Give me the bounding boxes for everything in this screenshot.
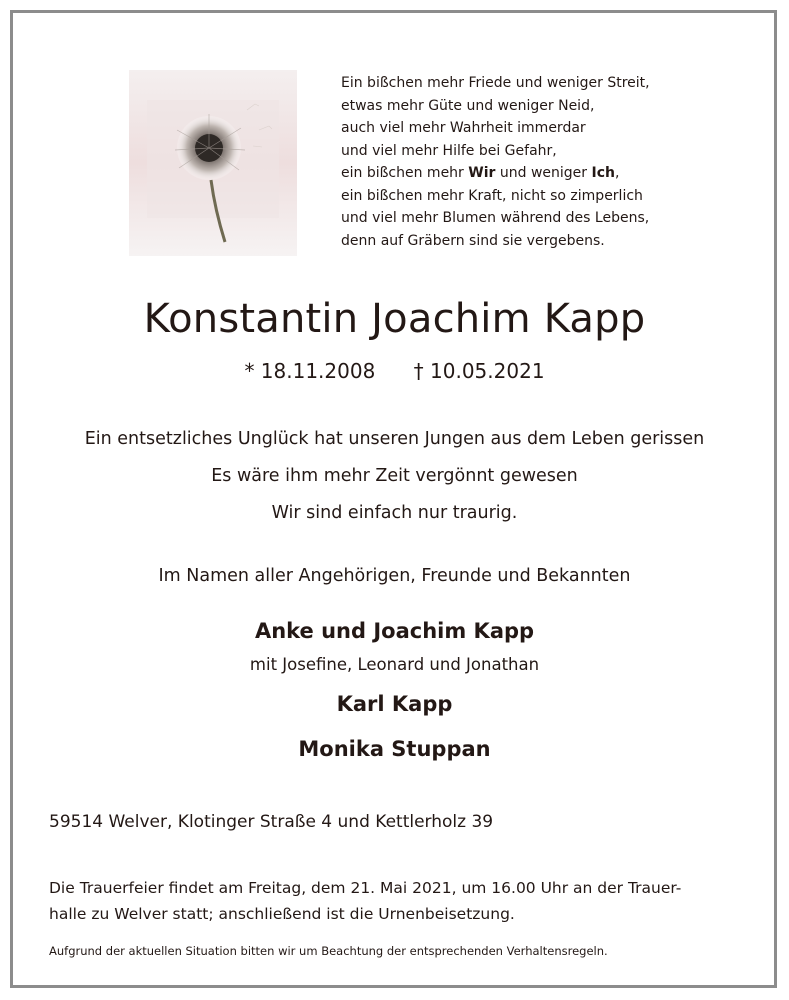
family-siblings: mit Josefine, Leonard und Jonathan — [249, 655, 540, 674]
poem — [341, 72, 741, 252]
dandelion-image — [129, 70, 297, 256]
ceremony-info — [49, 875, 749, 927]
poem-line — [341, 162, 741, 185]
poem-line: und viel mehr Hilfe bei Gefahr, — [341, 142, 557, 159]
ceremony-line: Die Trauerfeier findet am Freitag, dem 21. Mai 2021, um 16.00 Uhr an der Trauer- — [49, 879, 682, 897]
poem-emphasis-wir: Wir — [468, 165, 496, 181]
poem-emphasis-ich: Ich — [591, 165, 615, 181]
mourning-line: Wir sind einfach nur traurig. — [271, 503, 518, 523]
family-parents: Anke und Joachim Kapp — [254, 619, 535, 643]
address: 59514 Welver, Klotinger Straße 4 und Kettlerholz 39 — [49, 812, 494, 832]
poem-line: auch viel mehr Wahrheit immerdar — [341, 120, 586, 136]
mourners-intro: Im Namen aller Angehörigen, Freunde und Bekannten — [158, 566, 631, 586]
mourning-line: Es wäre ihm mehr Zeit vergönnt gewesen — [211, 466, 578, 486]
birth-date: * 18.11.2008 — [244, 359, 376, 383]
poem-line: denn auf Gräbern sind sie vergebens. — [341, 232, 605, 249]
poem-line: etwas mehr Güte und weniger Neid, — [341, 97, 595, 114]
family-grandparent: Monika Stuppan — [298, 737, 491, 761]
poem-text: ein bißchen mehr — [341, 165, 469, 181]
poem-text: und weniger — [495, 165, 592, 181]
ceremony-line: halle zu Welver statt; anschließend ist die Urnenbeisetzung. — [49, 905, 515, 923]
poem-line: Ein bißchen mehr Friede und weniger Streit, — [341, 75, 650, 91]
death-date: † 10.05.2021 — [413, 359, 545, 383]
deceased-name: Konstantin Joachim Kapp — [143, 296, 646, 342]
poem-line: ein bißchen mehr Kraft, nicht so zimperlich — [341, 187, 643, 204]
covid-notice: Aufgrund der aktuellen Situation bitten wir um Beachtung der entsprechenden Verhaltensregeln. — [49, 944, 608, 958]
mourning-line: Ein entsetzliches Unglück hat unseren Jungen aus dem Leben gerissen — [84, 429, 705, 449]
life-dates — [0, 359, 789, 383]
poem-line: und viel mehr Blumen während des Lebens, — [341, 210, 650, 226]
family-grandparent: Karl Kapp — [336, 692, 453, 716]
poem-text: , — [614, 165, 620, 181]
